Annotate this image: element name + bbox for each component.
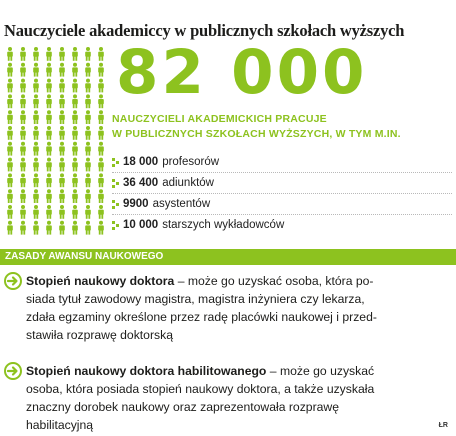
stat-row	[112, 194, 452, 215]
arrow-right-icon	[4, 362, 22, 380]
stat-value: 18 000	[123, 156, 159, 168]
person-icon	[46, 173, 52, 187]
page-title: Nauczyciele akademiccy w publicznych szkołach wyższych	[4, 21, 405, 40]
rule-text	[26, 362, 452, 434]
person-icon	[72, 110, 78, 124]
rule-line: siada tytuł zawodowy magistra, magistra inżyniera czy lekarza,	[26, 292, 365, 306]
person-icon	[46, 126, 52, 140]
person-icon	[72, 94, 78, 108]
person-icon	[72, 142, 78, 156]
person-icon	[46, 142, 52, 156]
person-icon	[20, 94, 26, 108]
person-icon	[20, 173, 26, 187]
person-icon	[46, 63, 52, 77]
bullet-icon	[112, 179, 122, 188]
person-icon	[72, 173, 78, 187]
person-icon	[7, 110, 13, 124]
person-icon	[59, 94, 65, 108]
person-icon	[59, 189, 65, 203]
person-icon	[59, 47, 65, 61]
person-icon	[98, 189, 104, 203]
section-title: ZASADY AWANSU NAUKOWEGO	[5, 251, 164, 262]
person-icon	[46, 189, 52, 203]
person-icon	[20, 126, 26, 140]
rule-text	[26, 272, 452, 344]
person-icon	[59, 158, 65, 172]
person-icon	[7, 205, 13, 219]
person-icon	[7, 63, 13, 77]
person-icon	[20, 47, 26, 61]
person-icon	[72, 158, 78, 172]
headline-number: 82 000	[116, 37, 368, 108]
person-icon	[46, 47, 52, 61]
headline-caption	[112, 112, 452, 142]
person-icon	[59, 126, 65, 140]
person-icon	[59, 221, 65, 235]
person-icon	[85, 173, 91, 187]
person-icon	[85, 189, 91, 203]
person-icon	[46, 79, 52, 93]
person-icon	[20, 110, 26, 124]
person-icon	[72, 189, 78, 203]
person-icon	[7, 94, 13, 108]
person-icon	[85, 47, 91, 61]
person-icon	[98, 142, 104, 156]
person-icon	[59, 110, 65, 124]
person-icon	[98, 205, 104, 219]
person-icon	[20, 158, 26, 172]
person-icon	[59, 79, 65, 93]
person-icon	[20, 221, 26, 235]
person-icon	[33, 110, 39, 124]
stat-row	[112, 173, 452, 194]
person-icon	[20, 63, 26, 77]
person-icon	[46, 94, 52, 108]
person-icon	[72, 47, 78, 61]
stat-value: 10 000	[123, 219, 159, 231]
person-icon	[98, 79, 104, 93]
person-icon	[33, 205, 39, 219]
bullet-icon	[112, 221, 122, 230]
rule-line: znaczny dorobek naukowy oraz zaprezentowała rozprawę	[26, 400, 339, 414]
person-icon	[85, 205, 91, 219]
author-credit: ŁR	[438, 422, 448, 429]
section-header	[0, 249, 456, 265]
rule-term: Stopień naukowy doktora habilitowanego	[26, 364, 267, 378]
person-icon	[20, 142, 26, 156]
person-icon	[98, 126, 104, 140]
person-icon	[33, 126, 39, 140]
person-icon	[33, 63, 39, 77]
person-icon	[33, 173, 39, 187]
person-icon	[85, 110, 91, 124]
person-icon	[85, 63, 91, 77]
stat-row	[112, 152, 452, 173]
bullet-icon	[112, 200, 122, 209]
person-icon	[85, 79, 91, 93]
person-icon	[33, 142, 39, 156]
rule-line: habilitacyjną	[26, 418, 94, 432]
stat-label: profesorów	[162, 156, 220, 168]
person-icon	[72, 221, 78, 235]
person-icon	[46, 205, 52, 219]
stat-label: asystentów	[152, 198, 211, 210]
person-icon	[98, 63, 104, 77]
person-icon	[98, 221, 104, 235]
person-icon	[72, 63, 78, 77]
person-icon	[59, 63, 65, 77]
stat-row	[112, 215, 452, 235]
rule-term: Stopień naukowy doktora	[26, 274, 175, 288]
stat-value: 36 400	[123, 177, 159, 189]
caption-line: W PUBLICZNYCH SZKOŁACH WYŻSZYCH, W TYM M.IN.	[112, 128, 401, 140]
person-icon	[20, 205, 26, 219]
person-icon	[59, 142, 65, 156]
caption-line: NAUCZYCIELI AKADEMICKICH PRACUJE	[112, 113, 327, 125]
person-icon	[7, 126, 13, 140]
person-icon	[20, 79, 26, 93]
person-icon	[85, 221, 91, 235]
person-icon	[98, 94, 104, 108]
person-icon	[85, 126, 91, 140]
person-icon	[46, 221, 52, 235]
person-icon	[33, 158, 39, 172]
person-icon	[7, 158, 13, 172]
stats-list	[112, 152, 452, 235]
person-icon	[46, 110, 52, 124]
arrow-right-icon	[4, 272, 22, 290]
person-icon	[7, 221, 13, 235]
stat-label: starszych wykładowców	[162, 219, 285, 231]
person-icon	[59, 173, 65, 187]
rule-line: stawiła rozprawę doktorską	[26, 328, 173, 342]
person-icon	[7, 173, 13, 187]
person-icon	[33, 79, 39, 93]
bullet-icon	[112, 158, 122, 167]
person-icon	[98, 173, 104, 187]
person-icon	[7, 142, 13, 156]
person-icon	[98, 158, 104, 172]
person-icon	[72, 205, 78, 219]
rule-line: zdała egzaminy określone przez radę placówki naukowej i przed-	[26, 310, 377, 324]
person-icon	[72, 126, 78, 140]
person-icon	[7, 79, 13, 93]
rule-line: – może go uzyskać	[266, 364, 375, 378]
person-icon	[85, 142, 91, 156]
person-icon	[98, 110, 104, 124]
person-icon	[59, 205, 65, 219]
person-icon	[33, 94, 39, 108]
rule-line: – może go uzyskać osoba, która po-	[174, 274, 374, 288]
person-icon	[72, 79, 78, 93]
stat-value: 9900	[123, 198, 149, 210]
person-icon	[98, 47, 104, 61]
stat-label: adiunktów	[162, 177, 214, 189]
person-icon	[33, 47, 39, 61]
rule-line: osoba, która posiada stopień naukowy doktora, a także uzyskała	[26, 382, 375, 396]
person-icon	[46, 158, 52, 172]
person-icon	[33, 189, 39, 203]
person-icon	[7, 47, 13, 61]
person-icon	[85, 158, 91, 172]
people-pictogram	[4, 47, 108, 237]
person-icon	[33, 221, 39, 235]
person-icon	[7, 189, 13, 203]
person-icon	[85, 94, 91, 108]
person-icon	[20, 189, 26, 203]
